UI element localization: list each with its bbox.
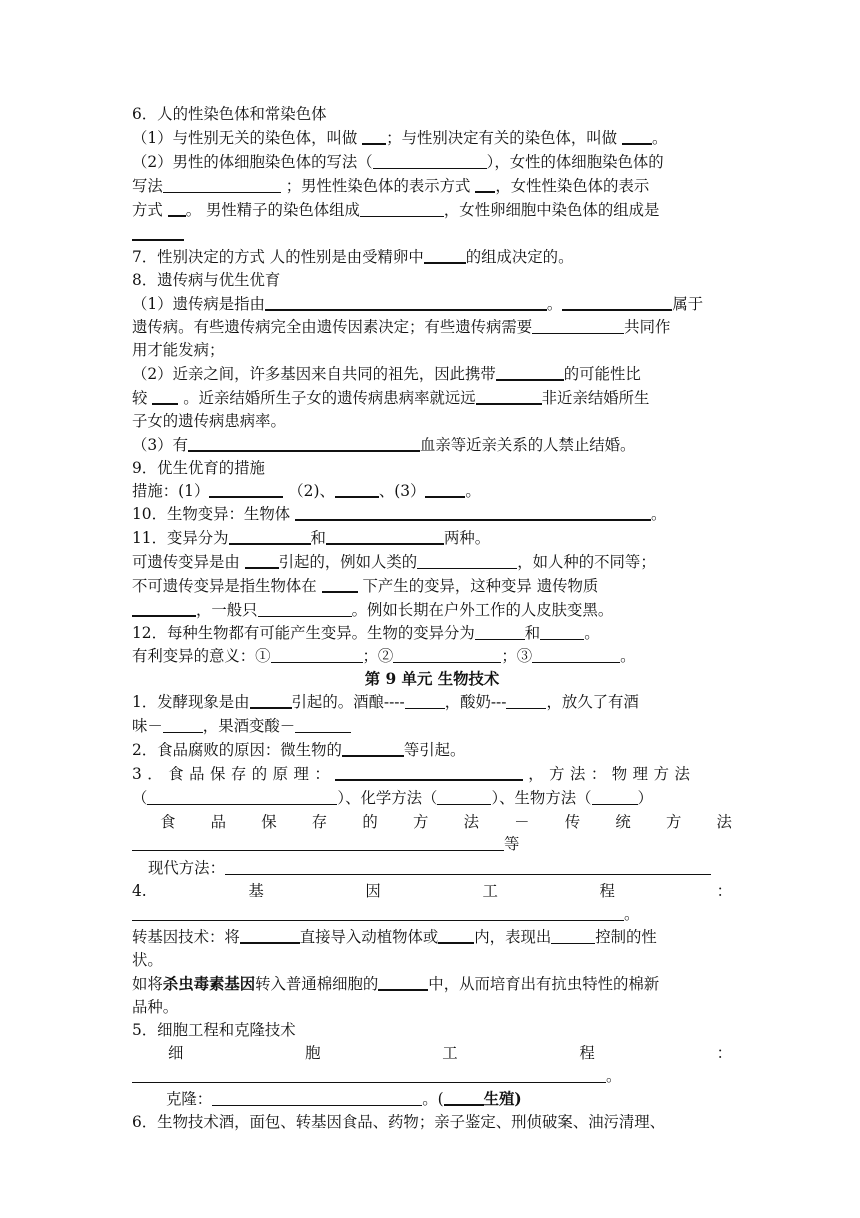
blank[interactable] [163,716,203,733]
s6-line-4: 方式 。 男性精子的染色体组成 ，女性卵细胞中染色体的组成是 [132,201,660,219]
blank[interactable] [506,692,546,709]
blank[interactable] [417,552,517,569]
blank[interactable] [335,480,379,498]
u5-line-3: 克隆： 。( 生殖) [166,1090,522,1108]
blank[interactable] [295,716,351,733]
s6-line-5 [132,223,184,245]
s8-line-2: 遗传病。有些遗传病完全由遗传因素决定；有些遗传病需要 共同作 [132,318,671,336]
blank[interactable] [475,623,525,640]
s12-line-2: 有利变异的意义：① ；② ；③ 。 [132,647,636,665]
s8-line-6: 子女的遗传病患病率。 [132,412,286,430]
blank[interactable] [168,199,186,217]
s8-title: 8．遗传病与优生优育 [132,271,281,289]
s11-line-3: 不可遗传变异是指生物体在 下产生的变异，这种变异 遗传物质 [132,577,599,595]
blank[interactable] [229,527,311,545]
s6-line-1: （1）与性别无关的染色体，叫做 ；与性别决定有关的染色体，叫做 。 [132,129,668,147]
u5-title: 5．细胞工程和克隆技术 [132,1021,296,1039]
u3-line-2: （ ）、化学方法（ ）、生物方法（ ） [132,789,653,807]
blank[interactable] [209,480,283,498]
blank[interactable] [132,834,504,851]
blank[interactable] [362,127,386,145]
u5-line-1: 细 胞 工 程 ： [168,1044,732,1062]
u1-line-1: 1．发酵现象是由 引起的。酒酿---- ，酸奶--- ，放久了有酒 [132,693,639,711]
blank[interactable] [188,434,420,452]
blank[interactable] [475,175,495,193]
blank[interactable] [326,527,444,545]
u3-line-4: 等 [132,833,519,855]
u2-line: 2．食品腐败的原因：微生物的 等引起。 [132,741,466,759]
blank[interactable] [425,480,465,498]
s11-line-2: 可遗传变异是由 引起的，例如人类的 ，如人种的不同等； [132,553,656,571]
blank[interactable] [295,503,651,521]
blank[interactable] [265,293,547,311]
s8-line-3: 用才能发病； [132,341,225,359]
u1-line-2: 味－ ，果酒变酸－ [132,715,351,737]
blank[interactable] [163,176,281,193]
s8-line-4: （2）近亲之间，许多基因来自共同的祖先，因此携带 的可能性比 [132,365,641,383]
blank[interactable] [271,646,363,663]
blank[interactable] [496,363,564,381]
s10-line: 10．生物变异：生物体 。 [132,505,667,523]
blank[interactable] [373,152,487,169]
blank[interactable] [476,387,542,405]
u3-line-3: 食 品 保 存 的 方 法 － 传 统 方 法 [160,813,732,831]
blank[interactable] [212,1089,422,1106]
s11-line-1: 11．变异分为 和 两种。 [132,529,491,547]
blank[interactable] [438,926,474,944]
blank[interactable] [532,646,620,663]
u4-line-2: 。 [132,903,639,925]
u4-line-5: 如将杀虫毒素基因转入普通棉细胞的 中，从而培育出有抗虫特性的棉新 [132,975,660,993]
blank[interactable] [424,246,466,264]
blank[interactable] [152,387,178,405]
u4-line-4: 状。 [132,951,163,969]
s7-line: 7．性别决定的方式 人的性别是由受精卵中 的组成决定的。 [132,248,574,266]
blank[interactable] [592,788,638,805]
blank[interactable] [132,1066,606,1083]
blank[interactable] [132,223,184,241]
s12-line-1: 12．每种生物都有可能产生变异。生物的变异分为 和 。 [132,624,600,642]
blank[interactable] [225,858,711,875]
blank[interactable] [622,127,652,145]
blank[interactable] [437,788,491,805]
blank[interactable] [532,317,624,334]
blank[interactable] [342,739,404,757]
blank[interactable] [360,200,444,217]
u5-line-2: 。 [132,1065,621,1087]
u4-line-6: 品种。 [132,998,179,1016]
s8-line-7: （3）有 血亲等近亲关系的人禁止结婚。 [132,436,636,454]
unit-9-heading: 第 9 单元 生物技术 [364,670,500,688]
blank[interactable] [378,973,428,991]
u3-line-5: 现代方法： [148,857,711,879]
blank[interactable] [322,575,358,593]
blank[interactable] [444,1088,484,1106]
u4-line-3: 转基因技术：将 直接导入动植物体或 内，表现出 控制的性 [132,928,657,946]
s9-title: 9．优生优育的措施 [132,459,265,477]
blank[interactable] [258,600,352,617]
blank[interactable] [551,927,595,944]
blank[interactable] [245,551,279,569]
blank[interactable] [147,788,337,805]
s11-line-4: ，一般只 。例如长期在户外工作的人皮肤变黑。 [132,599,613,621]
s6-line-3: 写法 ；男性性染色体的表示方式 ，女性性染色体的表示 [132,177,650,195]
blank[interactable] [250,691,292,709]
blank[interactable] [335,763,523,781]
u6-line: 6．生物技术酒，面包、转基因食品、药物；亲子鉴定、刑侦破案、油污清理、 [132,1113,666,1131]
blank[interactable] [132,599,196,617]
s9-line: 措施：(1） （2)、 、(3） 。 [132,482,481,500]
s8-line-5: 较 。近亲结婚所生子女的遗传病患病率就远远 非近亲结婚所生 [132,389,650,407]
blank[interactable] [393,646,501,663]
blank[interactable] [562,293,672,311]
blank[interactable] [540,623,584,640]
u3-line-1: 3．食品保存的原理： ，方法：物理方法 [132,765,696,783]
blank[interactable] [240,926,300,944]
u4-line-1: 4. 基 因 工 程 ： [132,882,732,900]
s8-line-1: （1）遗传病是指由 。 属于 [132,295,704,313]
blank[interactable] [405,692,445,709]
blank[interactable] [132,904,624,921]
s6-line-2: （2）男性的体细胞染色体的写法（ ），女性的体细胞染色体的 [132,153,664,171]
s6-title: 6．人的性染色体和常染色体 [132,105,327,123]
